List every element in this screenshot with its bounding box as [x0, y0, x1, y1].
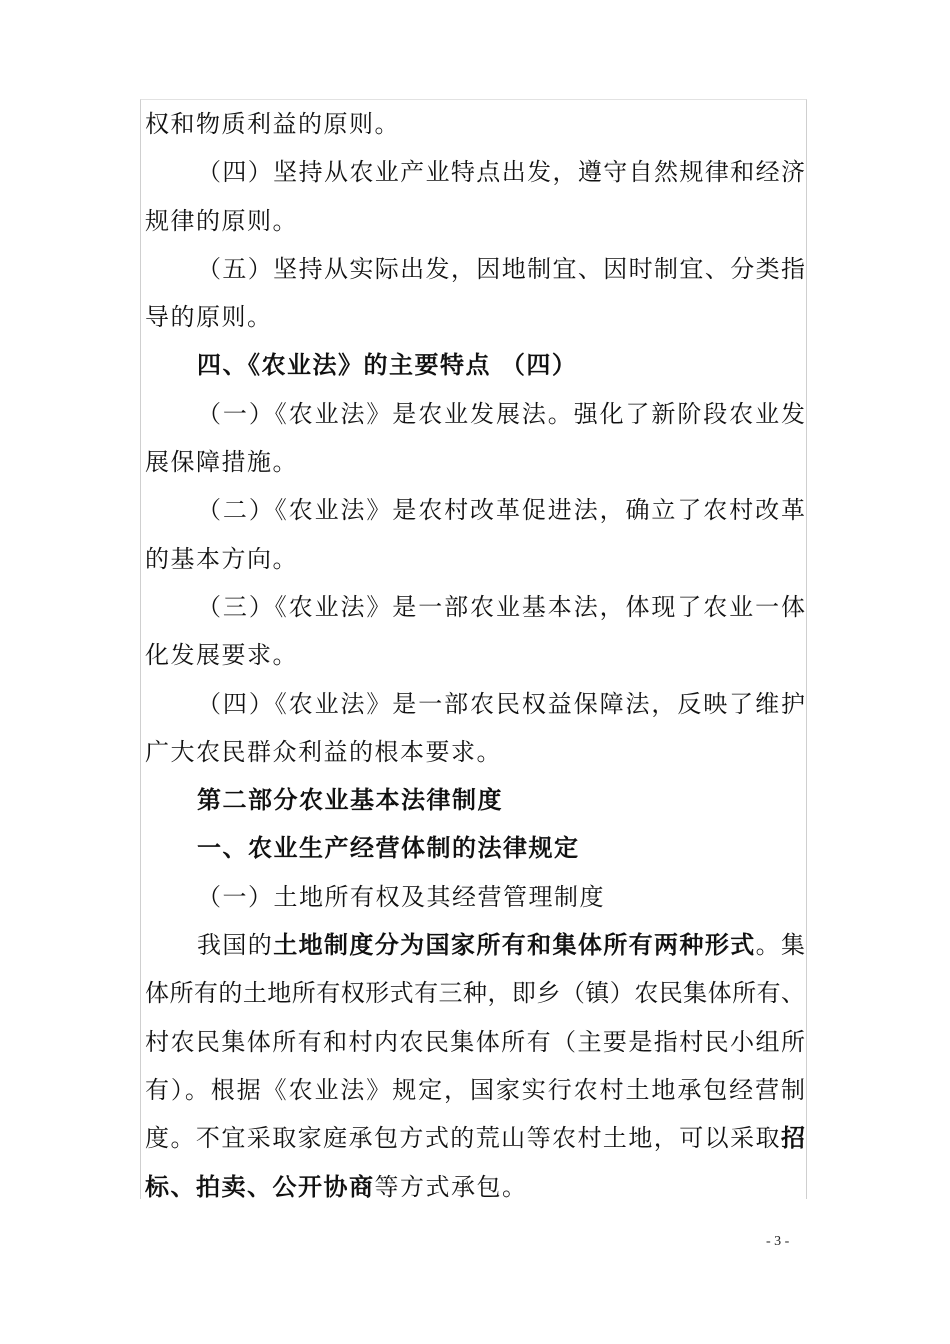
paragraph-line: 规律的原则。 [145, 206, 298, 235]
text-segment: 。集 [755, 931, 806, 960]
paragraph-line: （四）坚持从农业产业特点出发，遵守自然规律和经济 [197, 158, 805, 187]
paragraph-line: （三）《农业法》是一部农业基本法，体现了农业一体 [197, 592, 805, 621]
text-segment: 等方式承包。 [374, 1172, 528, 1201]
paragraph-line: 有）。根据《农业法》规定，国家实行农村土地承包经营制 [145, 1075, 805, 1104]
paragraph-line: （二）《农业法》是农村改革促进法，确立了农村改革 [197, 496, 805, 525]
emphasis-text: 标、拍卖、公开协商 [145, 1171, 375, 1201]
section-heading: 四、《农业法》的主要特点 （四） [197, 350, 578, 380]
paragraph-line: 权和物质利益的原则。 [145, 110, 400, 138]
paragraph-line: 的基本方向。 [145, 544, 298, 573]
paragraph-line: （五）坚持从实际出发，因地制宜、因时制宜、分类指 [197, 254, 805, 283]
section-heading: 一、农业生产经营体制的法律规定 [197, 833, 580, 863]
paragraph-line: 化发展要求。 [145, 641, 298, 670]
paragraph-line: 导的原则。 [145, 303, 273, 332]
emphasis-text: 招 [781, 1123, 805, 1153]
subsection-heading: （一）土地所有权及其经营管理制度 [197, 882, 605, 911]
document-body [145, 100, 805, 1211]
paragraph-line: （四）《农业法》是一部农民权益保障法，反映了维护 [197, 689, 805, 718]
paragraph-line [145, 921, 805, 969]
paragraph-line: 广大农民群众利益的根本要求。 [145, 737, 502, 766]
paragraph-line: 展保障措施。 [145, 448, 298, 477]
paragraph-line: （一）《农业法》是农业发展法。强化了新阶段农业发 [197, 399, 805, 428]
text-segment: 度。不宜采取家庭承包方式的荒山等农村土地，可以采取 [145, 1124, 781, 1153]
paragraph-line [145, 1163, 805, 1211]
paragraph-line: 体所有的土地所有权形式有三种，即乡（镇）农民集体所有、 [145, 979, 805, 1008]
part-heading: 第二部分农业基本法律制度 [197, 785, 503, 815]
page-number: - 3 - [766, 1234, 790, 1249]
paragraph-line: 村农民集体所有和村内农民集体所有（主要是指村民小组所 [145, 1027, 805, 1056]
paragraph-line [145, 1114, 805, 1162]
text-segment: 我国的 [197, 931, 274, 960]
emphasis-text: 土地制度分为国家所有和集体所有两种形式 [273, 930, 756, 960]
